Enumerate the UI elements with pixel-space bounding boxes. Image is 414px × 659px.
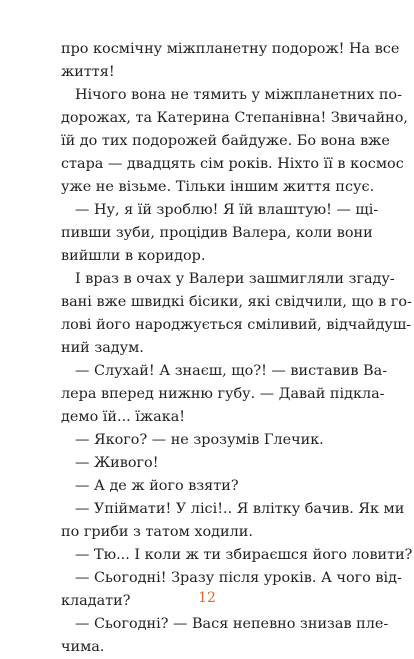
- text-line: про космічну міжпланетну подорож! На все: [61, 41, 400, 57]
- text-line: чима.: [61, 639, 105, 655]
- text-line: пивши зуби, процідив Валера, коли вони: [61, 225, 373, 241]
- text-line: дорожах, та Катерина Степанівна! Звичайно,: [61, 110, 408, 126]
- text-line: — Живого!: [75, 455, 159, 471]
- text-line: — Слухай! А знаєш, що?! — виставив Ва-: [75, 363, 388, 379]
- text-line: І враз в очах у Валери зашмигляли згаду-: [75, 271, 395, 287]
- page-number: 12: [198, 590, 216, 606]
- text-line: ний задум.: [61, 340, 144, 356]
- text-line: — Тю... І коли ж ти збираєшся його ловити?: [75, 547, 413, 563]
- page-text: [61, 38, 413, 659]
- text-line: вийшли в коридор.: [61, 248, 206, 264]
- text-line: вані вже швидкі бісики, які свідчили, що в го-: [61, 294, 412, 310]
- text-line: — Якого? — не зрозумів Глечик.: [75, 432, 324, 448]
- text-line: демо їй... їжака!: [61, 409, 186, 425]
- text-line: лові його народжується сміливий, відчайдуш-: [61, 317, 412, 333]
- text-line: Нічого вона не тямить у міжпланетних по-: [75, 87, 402, 103]
- text-line: — Сьогодні? — Вася непевно знизав пле-: [75, 616, 389, 632]
- text-line: — Ну, я їй зроблю! Я їй влаштую! — щі-: [75, 202, 379, 218]
- text-line: — Упіймати! У лісі!.. Я влітку бачив. Як ми: [75, 501, 405, 517]
- text-line: по гриби з татом ходили.: [61, 524, 253, 540]
- text-line: — А де ж його взяти?: [75, 478, 239, 494]
- text-line: лера вперед нижню губу. — Давай підкла-: [61, 386, 385, 402]
- text-line: — Сьогодні! Зразу після уроків. А чого від-: [75, 570, 402, 586]
- text-line: життя!: [61, 64, 115, 80]
- text-line: їй до тих подорожей байдуже. Бо вона вже: [61, 133, 390, 149]
- text-line: уже не візьме. Тільки іншим життя псує.: [61, 179, 375, 195]
- text-line: кладати?: [61, 593, 131, 609]
- text-line: стара — двадцять сім років. Ніхто її в космос: [61, 156, 404, 172]
